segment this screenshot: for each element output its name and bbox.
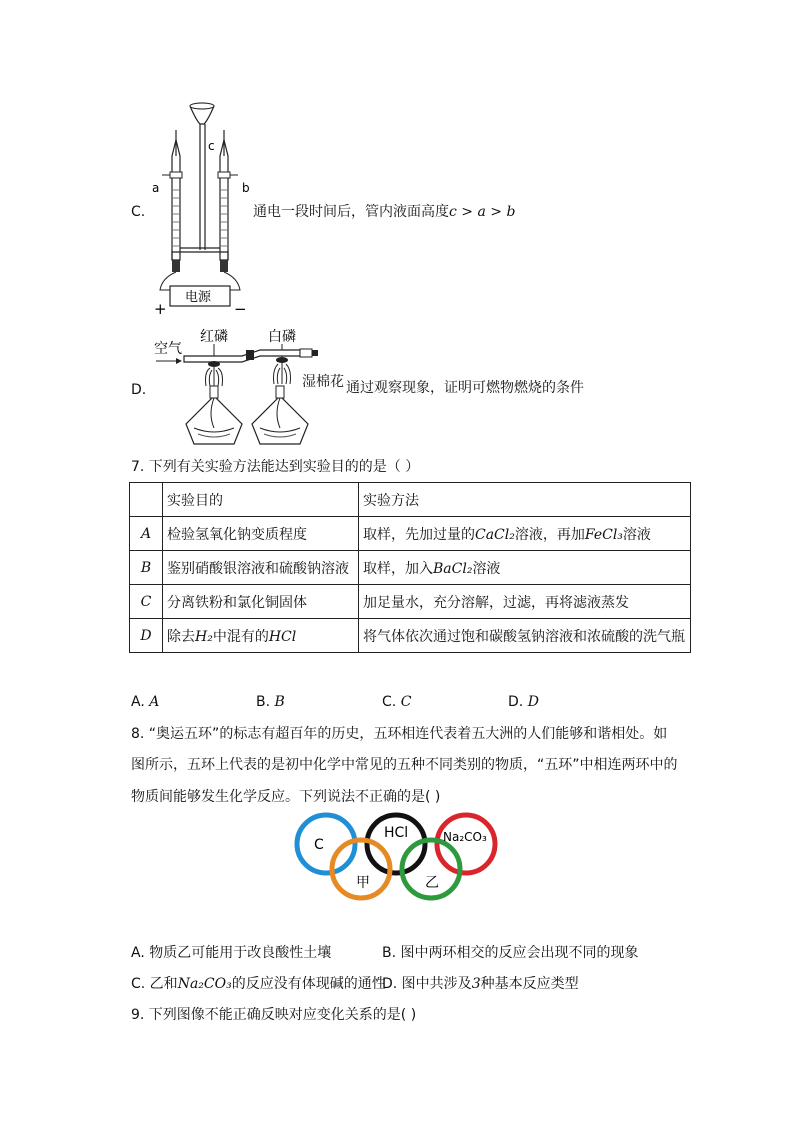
q8-option-c[interactable] (131, 975, 386, 993)
table-header-row (130, 483, 691, 517)
label-a: a (152, 181, 160, 195)
olympic-rings-diagram (290, 808, 502, 908)
wet-cotton-label: 湿棉花 (302, 374, 344, 390)
formula: HCl (268, 628, 297, 645)
formula: CaCl₂ (475, 526, 515, 543)
table-row (130, 551, 691, 585)
row-purpose (163, 619, 359, 653)
option-text: 种基本反应类型 (480, 976, 579, 992)
electrolysis-apparatus-diagram (150, 100, 255, 315)
header-cell-method: 实验方法 (359, 483, 691, 517)
row-purpose: 检验氢氧化钠变质程度 (163, 517, 359, 551)
q8-option-d[interactable] (382, 975, 579, 993)
row-method (359, 551, 691, 585)
plus-sign: + (154, 300, 167, 315)
formula: 3 (471, 976, 481, 992)
row-purpose: 分离铁粉和氯化铜固体 (163, 585, 359, 619)
label-c: c (208, 139, 215, 153)
row-label: B (130, 551, 163, 585)
q8-stem-line2: 图所示，五环上代表的是初中化学中常见的五种不同类别的物质，“五环”中相连两环中的 (131, 757, 678, 773)
table-row (130, 619, 691, 653)
table-row (130, 585, 691, 619)
purpose-text: 除去 (167, 628, 195, 645)
option-d-letter: D. (131, 382, 147, 398)
row-method: 将气体依次通过饱和碳酸氢钠溶液和浓硫酸的洗气瓶 (359, 619, 691, 653)
option-text: 的反应没有体现碱的通性 (231, 976, 386, 992)
row-purpose: 鉴别硝酸银溶液和硫酸钠溶液 (163, 551, 359, 585)
method-text: 溶液，再加 (514, 526, 585, 543)
method-text: 溶液 (472, 560, 501, 577)
air-label: 空气 (154, 341, 182, 357)
ring-label-hcl: HCl (384, 825, 409, 841)
purpose-text: 中混有的 (212, 628, 269, 645)
q7-choice-d[interactable] (508, 693, 539, 711)
choice-value: B (274, 694, 285, 710)
row-label: C (130, 585, 163, 619)
q8-stem-line3: 物质间能够发生化学反应。下列说法不正确的是( ) (131, 789, 441, 805)
power-label: 电源 (185, 290, 212, 305)
choice-value: A (149, 694, 160, 710)
header-cell-label (130, 483, 163, 517)
choice-value: D (527, 694, 539, 710)
row-method: 加足量水，充分溶解，过滤，再将滤液蒸发 (359, 585, 691, 619)
ring-label-jia: 甲 (356, 875, 370, 891)
q8-option-b[interactable]: B. 图中两环相交的反应会出现不同的现象 (382, 945, 639, 961)
option-text: D. 图中共涉及 (382, 976, 472, 992)
choice-value: C (400, 694, 412, 710)
ring-label-na2co3: Na₂CO₃ (443, 830, 487, 844)
option-c-letter: C. (131, 204, 146, 220)
option-d-text: 通过观察现象，证明可燃物燃烧的条件 (346, 380, 584, 396)
q7-choice-b[interactable] (256, 693, 285, 711)
option-c-text (253, 203, 515, 221)
formula: Na₂CO₃ (177, 976, 232, 992)
q7-choice-a[interactable] (131, 693, 159, 711)
method-text: 取样，加入 (363, 560, 433, 577)
method-text: 溶液 (622, 526, 651, 543)
q8-stem-line1: 8. “奥运五环”的标志有超百年的历史，五环相连代表着五大洲的人们能够和谐相处。如 (131, 726, 668, 742)
minus-sign: − (234, 300, 247, 315)
red-phosphorus-label: 红磷 (200, 329, 228, 345)
white-phosphorus-label: 白磷 (268, 329, 296, 345)
formula: FeCl₃ (584, 526, 623, 543)
choice-prefix: C. (382, 694, 397, 710)
label-b: b (242, 181, 250, 195)
row-label: A (130, 517, 163, 551)
option-c-statement: 通电一段时间后，管内液面高度 (253, 204, 449, 220)
q7-choice-c[interactable] (382, 693, 411, 711)
q8-option-a[interactable]: A. 物质乙可能用于改良酸性土壤 (131, 945, 332, 961)
choice-prefix: B. (256, 694, 271, 710)
choice-prefix: D. (508, 694, 524, 710)
table-row (130, 517, 691, 551)
formula: BaCl₂ (433, 560, 473, 577)
header-cell-purpose: 实验目的 (163, 483, 359, 517)
formula: H₂ (195, 628, 213, 645)
option-c-formula: c > a > b (449, 204, 516, 220)
option-text: C. 乙和 (131, 976, 178, 992)
q7-table (129, 482, 691, 653)
method-text: 取样，先加过量的 (363, 526, 475, 543)
row-method (359, 517, 691, 551)
q7-stem: 7. 下列有关实验方法能达到实验目的的是（ ） (131, 459, 420, 475)
choice-prefix: A. (131, 694, 145, 710)
ring-label-c: C (314, 837, 324, 853)
row-label: D (130, 619, 163, 653)
q9-stem: 9. 下列图像不能正确反映对应变化关系的是( ) (131, 1007, 417, 1023)
ring-label-yi: 乙 (425, 875, 439, 891)
